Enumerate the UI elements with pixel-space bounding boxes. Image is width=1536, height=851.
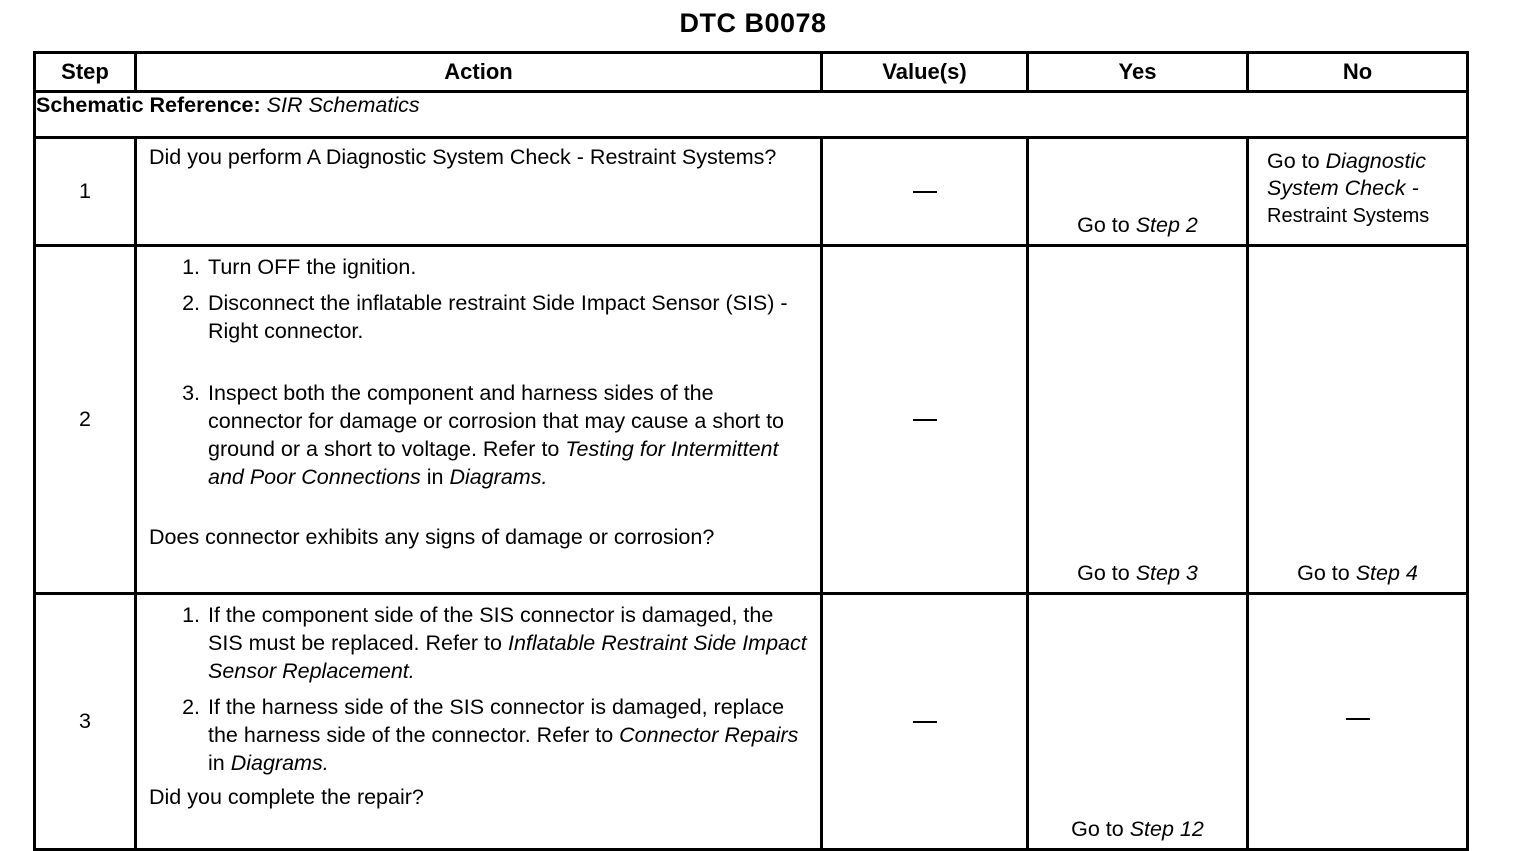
header-row — [35, 53, 1468, 92]
no-suffix: Restraint Systems — [1267, 204, 1430, 227]
yes-link: Step 3 — [1135, 561, 1198, 585]
action-step: 2. Disconnect the inflatable restraint Side Impact Sensor (SIS) - Right connector. — [206, 289, 808, 345]
action-cell — [136, 246, 822, 594]
action-question: Did you perform A Diagnostic System Check - Restraint Systems? — [149, 145, 777, 169]
dash-mark — [913, 191, 937, 193]
action-steps — [149, 253, 808, 491]
value-cell — [822, 138, 1028, 246]
action-step: 1. If the component side of the SIS connector is damaged, the SIS must be replaced. Refer to Inflatable Restraint Side Impact Sensor Replacement. — [206, 601, 808, 685]
no-link: Step 4 — [1355, 561, 1418, 585]
action-step: 3. Inspect both the component and harness sides of the connector for damage or corrosion that may cause a short to ground or a short to voltage. Refer to Testing for Intermittent and Poor Connections in Diagrams. — [206, 379, 808, 491]
yes-prefix: Go to — [1071, 817, 1124, 841]
schematic-reference — [35, 92, 1468, 138]
no-link: Diagnostic System Check - — [1267, 148, 1426, 200]
yes-prefix: Go to — [1077, 213, 1130, 237]
yes-cell — [1028, 246, 1248, 594]
dash-mark — [1346, 718, 1370, 720]
table-row — [35, 246, 1468, 594]
action-step: 2. If the harness side of the SIS connector is damaged, replace the harness side of the connector. Refer to Connector Repairs in Diagrams. — [206, 693, 808, 777]
step-number: 1 — [35, 138, 136, 246]
no-cell — [1248, 594, 1468, 850]
dash-mark — [913, 721, 937, 723]
action-question: Did you complete the repair? — [149, 785, 424, 809]
table-row — [35, 594, 1468, 850]
header-yes: Yes — [1028, 53, 1248, 92]
no-cell — [1248, 138, 1468, 246]
header-action: Action — [136, 53, 822, 92]
step-number: 2 — [35, 246, 136, 594]
yes-cell — [1028, 138, 1248, 246]
action-question: Does connector exhibits any signs of damage or corrosion? — [149, 525, 715, 549]
table-row — [35, 138, 1468, 246]
yes-prefix: Go to — [1077, 561, 1130, 585]
action-cell — [136, 594, 822, 850]
reference-link: SIR Schematics — [266, 93, 420, 117]
page-title: DTC B0078 — [679, 8, 827, 38]
schematic-reference-row — [35, 92, 1468, 138]
step-number: 3 — [35, 594, 136, 850]
value-cell — [822, 594, 1028, 850]
header-no: No — [1248, 53, 1468, 92]
value-cell — [822, 246, 1028, 594]
action-steps — [149, 601, 808, 777]
no-prefix: Go to — [1297, 561, 1350, 585]
yes-link: Step 12 — [1129, 817, 1204, 841]
header-values: Value(s) — [822, 53, 1028, 92]
yes-link: Step 2 — [1135, 213, 1198, 237]
reference-link: Testing for Intermittent and Poor Connections — [208, 437, 779, 489]
no-prefix: Go to — [1267, 148, 1320, 173]
dash-mark — [913, 419, 937, 421]
action-step: 1. Turn OFF the ignition. — [206, 253, 808, 281]
yes-cell — [1028, 594, 1248, 850]
reference-label: Schematic Reference: — [36, 93, 261, 117]
action-cell — [136, 138, 822, 246]
diagnostic-table — [33, 51, 1469, 851]
reference-link: Inflatable Restraint Side Impact Sensor Replacement. — [208, 631, 807, 683]
reference-link: Connector Repairs — [619, 723, 799, 747]
header-step: Step — [35, 53, 136, 92]
no-cell — [1248, 246, 1468, 594]
